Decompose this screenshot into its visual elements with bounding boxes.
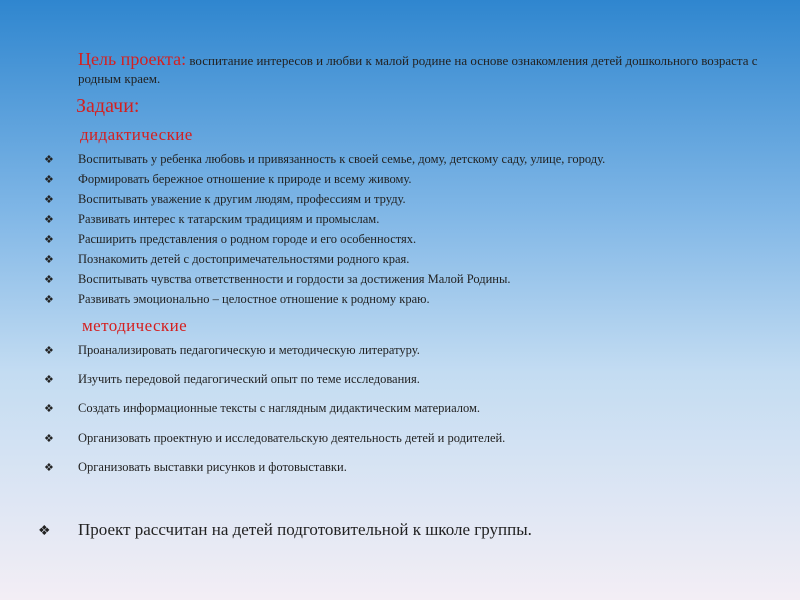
didactic-item: ❖ Расширить представления о родном городе и его особенностях. <box>44 232 417 246</box>
methodical-item: ❖ Организовать выставки рисунков и фотовыставки. <box>44 460 347 474</box>
methodical-item: ❖ Изучить передовой педагогический опыт по теме исследования. <box>44 372 420 386</box>
didactic-item: ❖ Воспитывать уважение к другим людям, профессиям и труду. <box>44 192 406 206</box>
methodical-item: ❖ Создать информационные тексты с наглядным дидактическим материалом. <box>44 401 481 415</box>
methodical-heading: методические <box>82 316 188 335</box>
diamond-bullet-icon: ❖ <box>44 403 54 415</box>
didactic-item: ❖ Развивать интерес к татарским традициям и промыслам. <box>44 212 380 226</box>
diamond-bullet-icon: ❖ <box>44 345 54 357</box>
diamond-bullet-icon: ❖ <box>44 462 54 474</box>
diamond-bullet-icon: ❖ <box>44 214 54 226</box>
didactic-heading: дидактические <box>80 125 193 144</box>
goal-heading: Цель проекта: <box>78 49 187 69</box>
goal-text: воспитание интересов и любви к малой родине на основе ознакомления детей дошкольного возраста с родным краем. <box>78 53 758 86</box>
didactic-item: ❖ Развивать эмоционально – целостное отношение к родному краю. <box>44 292 430 306</box>
final-note <box>38 520 532 540</box>
didactic-item: ❖ Формировать бережное отношение к природе и всему живому. <box>44 172 412 186</box>
diamond-bullet-icon: ❖ <box>44 234 54 246</box>
diamond-bullet-icon: ❖ <box>44 433 54 445</box>
diamond-bullet-icon: ❖ <box>44 374 54 386</box>
diamond-bullet-icon: ❖ <box>38 524 51 539</box>
didactic-item: ❖ Познакомить детей с достопримечательностями родного края. <box>44 252 410 266</box>
diamond-bullet-icon: ❖ <box>44 194 54 206</box>
methodical-item: ❖ Проанализировать педагогическую и методическую литературу. <box>44 343 420 357</box>
didactic-item: ❖ Воспитывать у ребенка любовь и привязанность к своей семье, дому, детскому саду, улице, городу. <box>44 152 606 166</box>
tasks-heading: Задачи: <box>76 95 140 117</box>
didactic-item: ❖ Воспитывать чувства ответственности и гордости за достижения Малой Родины. <box>44 272 511 286</box>
diamond-bullet-icon: ❖ <box>44 174 54 186</box>
final-note-text: Проект рассчитан на детей подготовительной к школе группы. <box>78 520 532 539</box>
diamond-bullet-icon: ❖ <box>44 154 54 166</box>
project-goal <box>78 50 758 88</box>
methodical-item: ❖ Организовать проектную и исследовательскую деятельность детей и родителей. <box>44 431 506 445</box>
diamond-bullet-icon: ❖ <box>44 254 54 266</box>
diamond-bullet-icon: ❖ <box>44 274 54 286</box>
diamond-bullet-icon: ❖ <box>44 294 54 306</box>
